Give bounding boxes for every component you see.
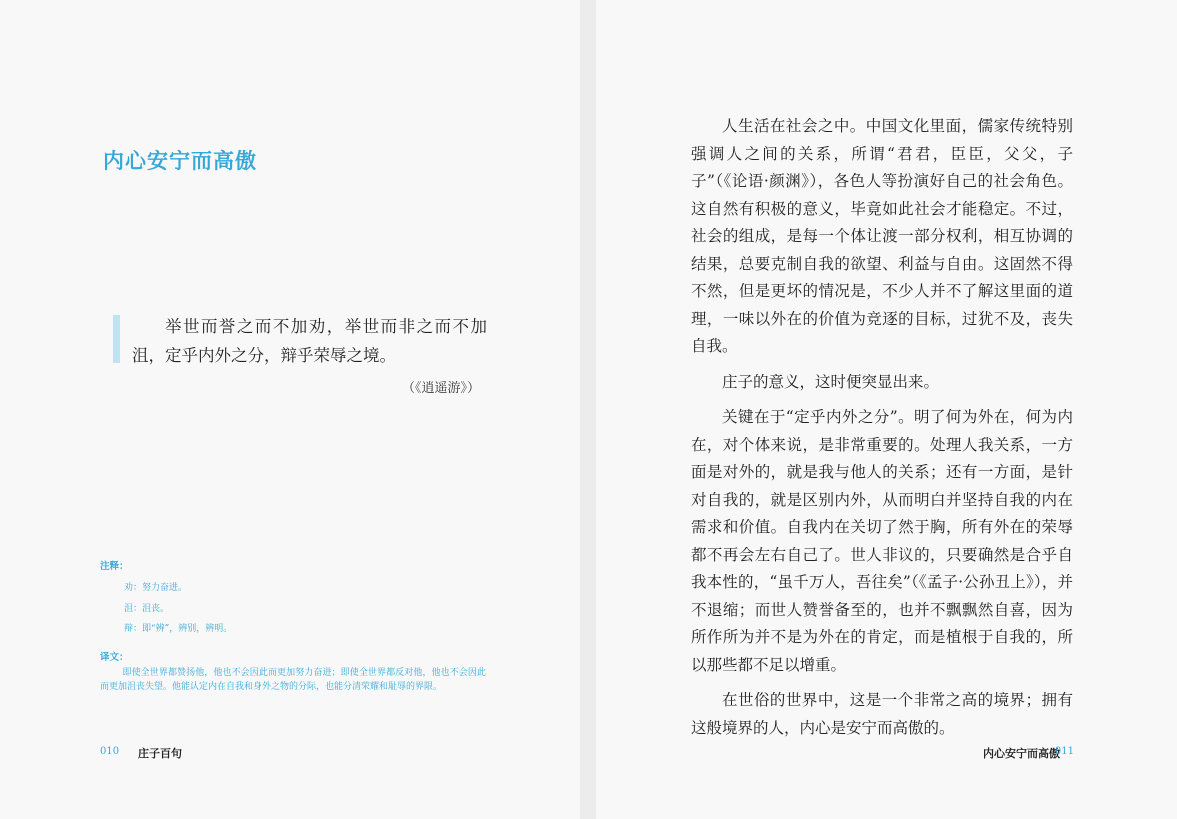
note-item: 沮：沮丧。: [124, 603, 170, 614]
note-item: 辩：即“辨”，辨别，辨明。: [124, 624, 233, 634]
paragraph: 庄子的意义，这时便突显出来。: [722, 372, 940, 391]
paragraph: 人生活在社会之中。中国文化里面，儒家传统特别强调人之间的关系，所谓“君君，臣臣，父父，子子”（《论语·颜渊》），各色人等扮演好自己的社会角色。这自然有积极的意义，毕竟如此社会才能稳定。不过，社会的组成，是每一个体让渡一部分权利，相互协调的结果，总要克制自我的欲望、利益与自由。这固然不得不然，但是更坏的情况是，不少人并不了解这里面的道理，一味以外在的价值为竞逐的目标，过犹不及，丧失自我。: [691, 117, 1073, 355]
quote-source: （《逍遥游》）: [401, 381, 480, 396]
quote-text: 举世而誉之而不加劝，举世而非之而不加沮，定乎内外之分，辩乎荣辱之境。: [132, 317, 487, 365]
quote-accent-bar: [113, 315, 120, 363]
chapter-title: 内心安宁而高傲: [103, 149, 257, 173]
notes-heading: 注释：: [100, 561, 129, 572]
running-header-chapter-title: 内心安宁而高傲: [983, 747, 1060, 760]
translation-heading: 译文：: [100, 652, 129, 663]
page-number: 010: [100, 746, 120, 757]
right-page: [596, 0, 1177, 819]
page-number: 011: [1054, 746, 1074, 757]
paragraph: 在世俗的世界中，这是一个非常之高的境界；拥有这般境界的人，内心是安宁而高傲的。: [691, 691, 1073, 737]
left-page: [0, 0, 580, 819]
notes-list: [124, 578, 232, 640]
translation-text: 即使全世界都赞扬他，他也不会因此而更加努力奋进；即使全世界都反对他，他也不会因此而更加沮丧失望。他能认定内在自我和身外之物的分际，也能分清荣耀和耻辱的界限。: [100, 668, 486, 692]
running-header-book-title: 庄子百句: [138, 747, 182, 760]
body-text: [691, 113, 1073, 750]
note-item: 劝：努力奋进。: [124, 583, 188, 593]
paragraph: 关键在于“定乎内外之分”。明了何为外在，何为内在，对个体来说，是非常重要的。处理人我关系，一方面是对外的，就是我与他人的关系；还有一方面，是针对自我的，就是区别内外，从而明白并坚持自我的内在需求和价值。自我内在关切了然于胸，所有外在的荣辱都不再会左右自己了。世人非议的，只要确然是合乎自我本性的，“虽千万人，吾往矣”（《孟子·公孙丑上》），并不退缩；而世人赞誉备至的，也并不飘飘然自喜，因为所作所为并不是为外在的肯定，而是植根于自我的，所以那些都不足以增重。: [691, 408, 1073, 674]
